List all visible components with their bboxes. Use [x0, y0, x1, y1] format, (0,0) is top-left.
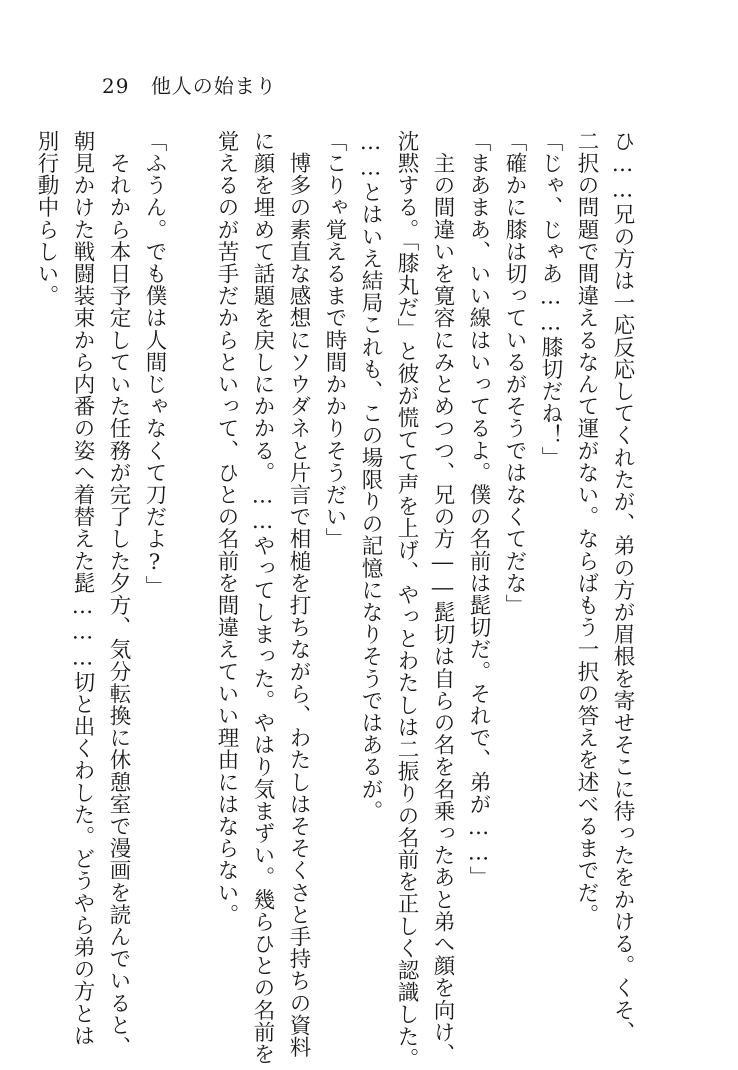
chapter-title: 他人の始まり	[150, 74, 277, 98]
text-line: 沈黙する。「膝丸だ」と彼が慌てて声を上げ、やっとわたしは二振りの名前を正しく認識した。	[394, 130, 419, 1070]
text-line: 「ふうん。でも僕は人間じゃなくて刀だよ?」	[142, 130, 167, 598]
page-number: 29	[102, 74, 130, 98]
text-line: 「まあまあ、いい線はいってるよ。僕の名前は髭切だ。それで、弟が……」	[466, 130, 491, 889]
blank-line	[172, 130, 208, 970]
vertical-body-text	[28, 130, 640, 1070]
text-line: ……とはいえ結局これも、この場限りの記憶になりそうではあるが。	[358, 130, 383, 823]
text-line: 「確かに膝は切っているがそうではなくてだな」	[502, 130, 527, 617]
text-line: 別行動中らしい。	[34, 130, 59, 307]
text-line: 「こりゃ覚えるまで時間かかりそうだい」	[322, 130, 347, 550]
text-line: ひ……兄の方は一応反応してくれたが、弟の方が眉根を寄せそこに待ったをかける。くそ、	[610, 130, 635, 1044]
text-line: 主の間違いを寛容にみとめつつ、兄の方――髭切は自らの名を名乗ったあと弟へ顔を向け、	[430, 130, 455, 1066]
text-line: 博多の素直な感想にソウダネと片言で相槌を打ちながら、わたしはそそくさと手持ちの資料	[286, 130, 311, 1059]
text-line: 覚えるのが苦手だからといって、ひとの名前を間違えていい理由にはならない。	[214, 130, 239, 926]
text-line: 朝見かけた戦闘装束から内番の姿へ着替えた髭………切と出くわした。どうやら弟の方とは	[70, 130, 95, 1047]
text-line: 二択の問題で間違えるなんて運がない。ならばもう一択の答えを述べるまでだ。	[574, 130, 599, 926]
text-line: に顔を埋めて話題を戻しにかかる。……やってしまった。やはり気まずい。幾らひとの名前を	[250, 130, 275, 1066]
text-line: それから本日予定していた任務が完了した夕方、気分転換に休憩室で漫画を読んでいると、	[106, 130, 131, 1059]
text-line: 「じゃ、じゃあ……膝切だね！」	[538, 130, 563, 469]
running-header	[102, 70, 277, 99]
